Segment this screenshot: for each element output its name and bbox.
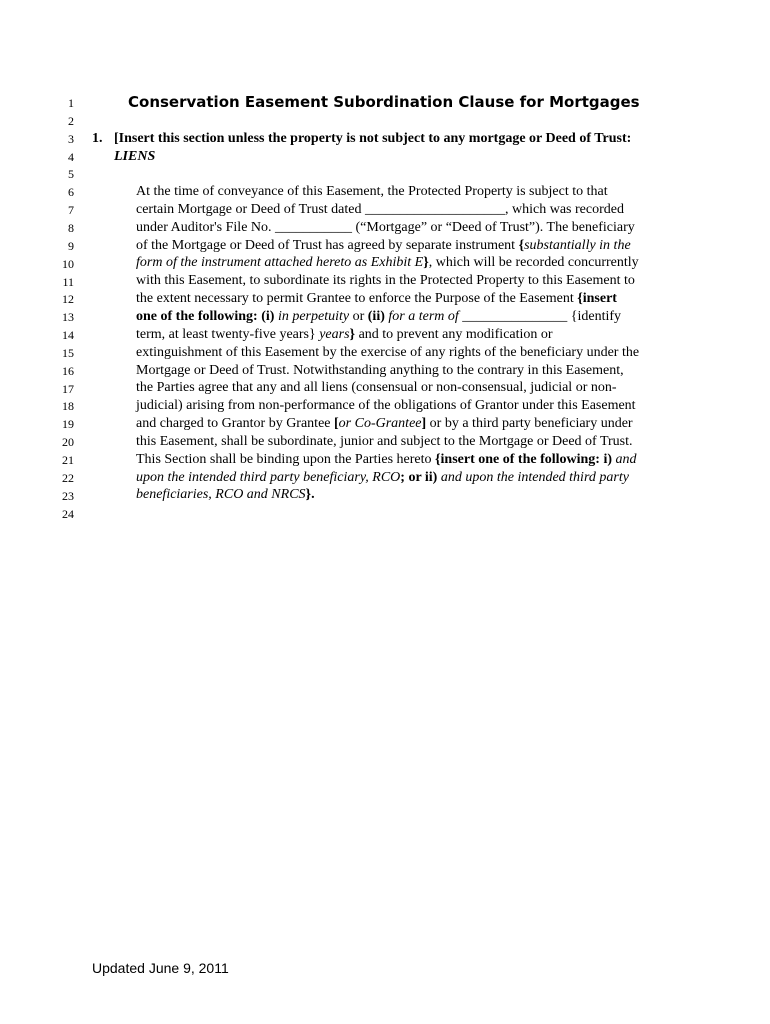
text-run: or Co-Grantee xyxy=(338,416,422,432)
text-run: certain Mortgage or Deed of Trust dated ____________________, which was recorded xyxy=(136,201,624,217)
paragraph-line xyxy=(136,326,553,344)
text-run: years xyxy=(319,326,350,342)
text-run: {insert xyxy=(577,291,617,307)
section-heading: [Insert this section unless the property is not subject to any mortgage or Deed of Trust: xyxy=(114,131,632,146)
line-number: 5 xyxy=(68,167,74,182)
text-run: one of the following: (i) xyxy=(136,308,275,324)
paragraph-line xyxy=(136,344,639,362)
text-run: in perpetuity xyxy=(277,308,350,324)
line-number: 13 xyxy=(62,310,74,325)
text-run: for a term of xyxy=(388,308,459,324)
footer-updated-date: Updated June 9, 2011 xyxy=(92,960,229,976)
paragraph-line xyxy=(136,469,629,487)
text-run: the Parties agree that any and all liens (consensual or non-consensual, judicial or non- xyxy=(136,380,617,396)
paragraph-line xyxy=(136,379,617,397)
text-run: of the Mortgage or Deed of Trust has agreed by separate instrument xyxy=(136,237,519,253)
line-number: 19 xyxy=(62,417,74,432)
text-run: , which will be recorded concurrently xyxy=(428,255,639,271)
text-run: with this Easement, to subordinate its rights in the Protected Property to this Easement to xyxy=(136,273,635,289)
text-run: beneficiaries, RCO and NRCS xyxy=(136,487,306,503)
text-run: and upon the intended third party xyxy=(440,469,629,485)
line-number: 24 xyxy=(62,506,74,521)
text-run: } xyxy=(349,326,356,342)
line-number: 11 xyxy=(62,274,74,289)
section-subheading: LIENS xyxy=(114,149,156,164)
text-run: and charged to Grantor by Grantee xyxy=(136,416,334,432)
section-number: 1. xyxy=(92,131,103,146)
text-run: ] xyxy=(421,416,427,432)
line-number: 2 xyxy=(68,113,74,128)
text-run: form of the instrument attached hereto as Exhibit E xyxy=(136,255,424,271)
text-run: and xyxy=(615,451,637,467)
text-run: the extent necessary to permit Grantee to enforce the Purpose of the Easement xyxy=(136,291,578,307)
line-number: 20 xyxy=(62,435,74,450)
line-number: 8 xyxy=(68,220,74,235)
paragraph-line xyxy=(136,397,636,415)
text-run: } xyxy=(423,255,429,271)
text-run: judicial) arising from non-performance of the obligations of Grantor under this Easement xyxy=(136,398,636,414)
paragraph-line xyxy=(136,254,639,272)
text-run: {insert one of the following: i) xyxy=(435,451,613,467)
line-number: 23 xyxy=(62,488,74,503)
line-number: 12 xyxy=(62,292,74,307)
paragraph-line xyxy=(136,486,315,504)
text-run: extinguishment of this Easement by the exercise of any rights of the beneficiary under the xyxy=(136,344,640,360)
text-run: term, at least twenty-five years} xyxy=(136,326,320,342)
line-number: 7 xyxy=(68,203,74,218)
line-number: 15 xyxy=(62,345,74,360)
text-run: ; or ii) xyxy=(400,469,438,485)
paragraph-line xyxy=(136,451,637,469)
line-number: 21 xyxy=(62,453,74,467)
paragraph-line xyxy=(136,183,608,201)
text-run: or by a third party beneficiary under xyxy=(426,416,633,432)
paragraph-line xyxy=(136,290,617,308)
text-run: upon the intended third party beneficiary, RCO xyxy=(136,469,401,485)
text-run: { xyxy=(518,237,525,253)
line-number: 18 xyxy=(62,399,74,414)
text-run: At the time of conveyance of this Easement, the Protected Property is subject to that xyxy=(136,184,608,199)
text-run: under Auditor's File No. ___________ (“Mortgage” or “Deed of Trust”). The beneficiary xyxy=(136,219,635,235)
line-number: 16 xyxy=(62,363,74,378)
text-run: (ii) xyxy=(367,308,385,324)
line-number: 17 xyxy=(62,381,74,396)
text-run: [ xyxy=(334,416,339,432)
paragraph-line xyxy=(136,272,635,290)
text-run: and to prevent any modification or xyxy=(355,326,553,342)
text-run: Mortgage or Deed of Trust. Notwithstanding anything to the contrary in this Easement, xyxy=(136,362,624,378)
paragraph-line xyxy=(136,415,633,433)
line-number: 4 xyxy=(68,149,74,164)
paragraph-line xyxy=(136,308,621,326)
line-number: 9 xyxy=(68,238,74,253)
text-run: this Easement, shall be subordinate, junior and subject to the Mortgage or Deed of Trust. xyxy=(136,433,633,449)
paragraph-line xyxy=(136,201,624,219)
line-number: 14 xyxy=(62,328,74,343)
line-number: 3 xyxy=(68,131,74,146)
paragraph-line xyxy=(136,362,624,380)
line-number: 1 xyxy=(68,96,74,110)
line-number: 22 xyxy=(62,470,74,485)
text-run: }. xyxy=(305,487,315,503)
paragraph-line xyxy=(136,237,631,255)
text-run: substantially in the xyxy=(524,237,631,253)
document-title: Conservation Easement Subordination Clause for Mortgages xyxy=(128,93,640,111)
line-number: 10 xyxy=(62,256,74,271)
line-number: 6 xyxy=(68,185,74,200)
paragraph-line xyxy=(136,219,635,237)
paragraph-line xyxy=(136,433,633,451)
text-run: _______________ {identify xyxy=(458,308,622,324)
text-run: This Section shall be binding upon the Parties hereto xyxy=(136,451,436,467)
text-run: or xyxy=(349,308,368,324)
